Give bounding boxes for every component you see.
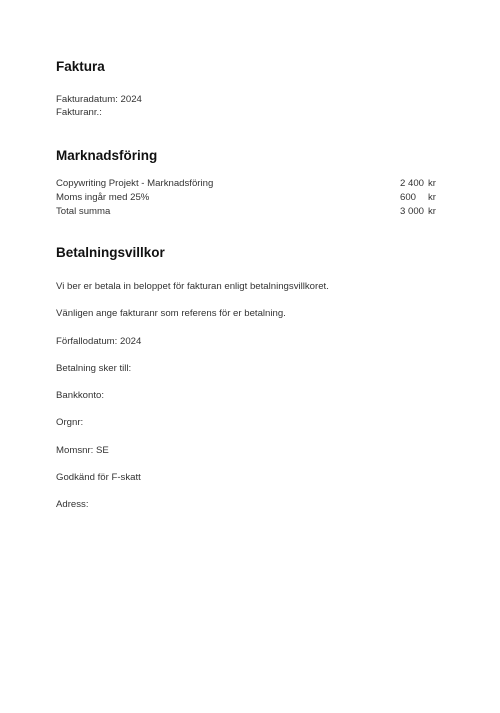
amount-value: 600 xyxy=(399,192,416,203)
amount-value: 2 400 xyxy=(399,178,424,189)
amount-value: 3 000 xyxy=(399,206,424,217)
item-label-vat: Moms ingår med 25% xyxy=(56,192,150,203)
terms-section-title: Betalningsvillkor xyxy=(56,245,165,260)
terms-f-tax: Godkänd för F-skatt xyxy=(56,472,141,483)
terms-reference-note: Vänligen ange fakturanr som referens för er betalning. xyxy=(56,308,286,319)
amount-unit: kr xyxy=(428,206,436,217)
terms-org-number: Orgnr: xyxy=(56,417,84,428)
item-amount-total xyxy=(400,206,436,218)
amount-unit: kr xyxy=(428,178,436,189)
terms-due-date: Förfallodatum: 2024 xyxy=(56,336,142,347)
terms-vat-number: Momsnr: SE xyxy=(56,445,109,456)
items-section-title: Marknadsföring xyxy=(56,148,158,163)
invoice-title: Faktura xyxy=(56,59,105,74)
terms-payment-request: Vi ber er betala in beloppet för fakturan enligt betalningsvillkoret. xyxy=(56,281,329,292)
terms-bank-account: Bankkonto: xyxy=(56,390,105,401)
item-label-total: Total summa xyxy=(56,206,111,217)
amount-unit: kr xyxy=(428,192,436,203)
terms-address: Adress: xyxy=(56,499,89,510)
item-amount-vat xyxy=(400,192,436,204)
invoice-number: Fakturanr.: xyxy=(56,107,102,118)
item-amount-copywriting xyxy=(400,178,436,190)
item-label-copywriting: Copywriting Projekt - Marknadsföring xyxy=(56,178,214,189)
invoice-date: Fakturadatum: 2024 xyxy=(56,94,142,105)
terms-payment-to: Betalning sker till: xyxy=(56,363,132,374)
